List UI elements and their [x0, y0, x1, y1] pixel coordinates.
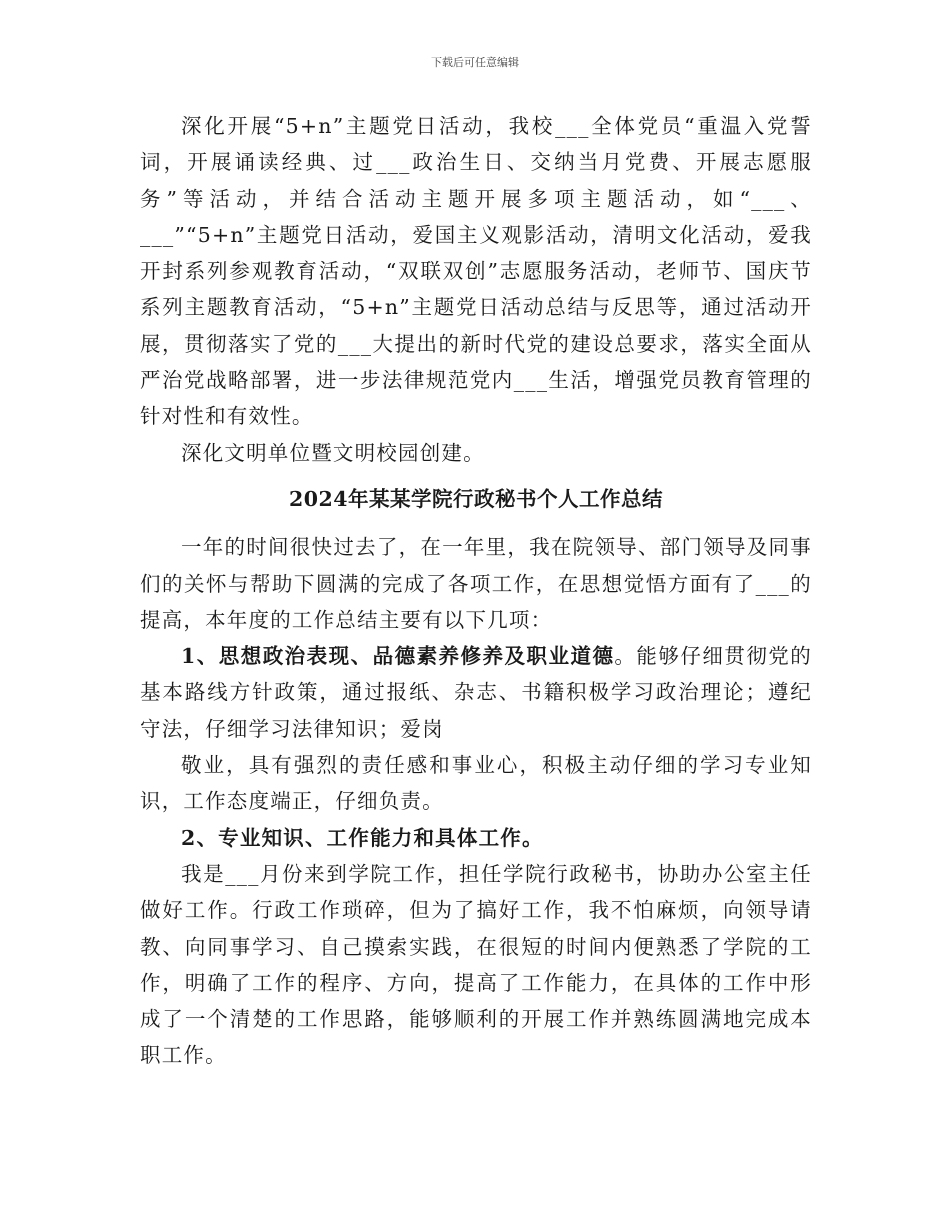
document-body [140, 108, 812, 1074]
paragraph-political-performance [140, 638, 812, 747]
section-heading-2: 2、专业知识、工作能力和具体工作。 [181, 825, 544, 850]
paragraph-party-activities: 深化开展“5+n”主题党日活动，我校___全体党员“重温入党誓词，开展诵读经典、过___政治生日、交纳当月党费、开展志愿服务”等活动，并结合活动主题开展多项主题活动，如“___、___”“5+n”主题党日活动，爱国主义观影活动，清明文化活动，爱我开封系列参观教育活动，“双联双创”志愿服务活动，老师节、国庆节系列主题教育活动，“5+n”主题党日活动总结与反思等，通过活动开展，贯彻落实了党的___大提出的新时代党的建设总要求，落实全面从严治党战略部署，进一步法律规范党内___生活，增强党员教育管理的针对性和有效性。 [140, 114, 812, 429]
document-title: 2024年某某学院行政秘书个人工作总结 [288, 486, 664, 511]
section-heading-1: 1、思想政治表现、品德素养修养及职业道德 [181, 644, 615, 669]
paragraph-intro: 一年的时间很快过去了，在一年里，我在院领导、部门领导及同事们的关怀与帮助下圆满的完成了各项工作，在思想觉悟方面有了___的提高，本年度的工作总结主要有以下几项： [140, 535, 812, 632]
section-1-text: 。能够仔细贯彻党的基本路线方针政策，通过报纸、杂志、书籍积极学习政治理论；遵纪守法，仔细学习法律知识；爱岗 [140, 644, 812, 741]
paragraph-work-details: 我是___月份来到学院工作，担任学院行政秘书，协助办公室主任做好工作。行政工作琐碎，但为了搞好工作，我不怕麻烦，向领导请教、向同事学习、自己摸索实践，在很短的时间内便熟悉了学院的工作，明确了工作的程序、方向，提高了工作能力，在具体的工作中形成了一个清楚的工作思路，能够顺利的开展工作并熟练圆满地完成本职工作。 [140, 861, 812, 1068]
paragraph-dedication: 敬业，具有强烈的责任感和事业心，积极主动仔细的学习专业知识，工作态度端正，仔细负责。 [140, 753, 812, 814]
paragraph-civilized-campus: 深化文明单位暨文明校园创建。 [181, 440, 485, 465]
download-note: 下载后可任意编辑 [431, 56, 519, 69]
